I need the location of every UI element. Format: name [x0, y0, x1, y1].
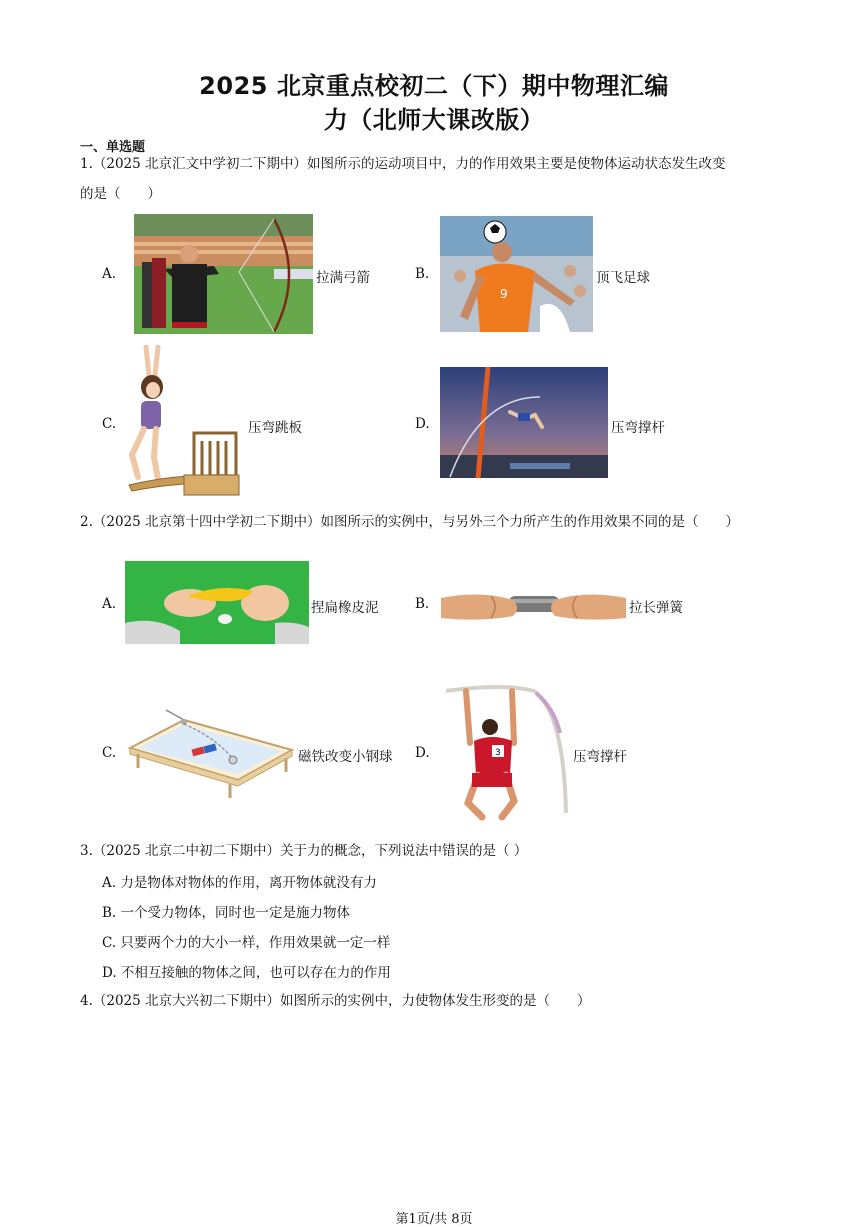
pole-vault-athlete-photo — [444, 683, 571, 823]
q3-choice-d: D. 不相互接触的物体之间，也可以存在力的作用 — [102, 965, 391, 981]
q1-option-c-letter: C. — [102, 416, 117, 432]
q2-option-b-letter: B. — [415, 596, 430, 612]
q3-choice-c: C. 只要两个力的大小一样，作用效果就一定一样 — [102, 935, 391, 951]
q3-choice-a: A. 力是物体对物体的作用，离开物体就没有力 — [102, 875, 377, 891]
q1-option-a-letter: A. — [102, 266, 117, 282]
q2-option-d-caption: 压弯撑杆 — [573, 749, 627, 765]
q1-text-line2: 的是（ ） — [80, 186, 161, 202]
page-footer: 第1页/共 8页 — [395, 1212, 473, 1227]
q4-text: 4.（2025 北京大兴初二下期中）如图所示的实例中，力使物体发生形变的是（ ） — [80, 993, 591, 1009]
q2-option-a-caption: 捏扁橡皮泥 — [311, 600, 379, 616]
q2-option-b-caption: 拉长弹簧 — [629, 600, 683, 616]
doc-title-line2: 力（北师大课改版） — [323, 106, 545, 134]
q2-option-a-letter: A. — [102, 596, 117, 612]
spring-stretch-photo — [441, 582, 626, 630]
q1-text-line1: 1.（2025 北京汇文中学初二下期中）如图所示的运动项目中，力的作用效果主要是使物体运动状态发生改变 — [80, 156, 726, 172]
q1-option-a-caption: 拉满弓箭 — [316, 270, 370, 286]
q2-option-c-caption: 磁铁改变小钢球 — [298, 749, 393, 765]
q1-option-c-caption: 压弯跳板 — [248, 420, 302, 436]
q2-option-c-letter: C. — [102, 745, 117, 761]
q1-option-b-caption: 顶飞足球 — [596, 270, 650, 286]
q3-choice-b: B. 一个受力物体，同时也一定是施力物体 — [102, 905, 351, 921]
plasticine-photo — [125, 561, 309, 644]
q3-text: 3.（2025 北京二中初二下期中）关于力的概念，下列说法中错误的是（ ） — [80, 843, 528, 859]
football-header-photo — [440, 216, 593, 332]
q1-option-d-letter: D. — [415, 416, 430, 432]
svg-text:9: 9 — [500, 287, 508, 301]
section-heading: 一、单选题 — [80, 140, 146, 155]
bib-number: 3 — [495, 748, 501, 758]
pole-vault-photo — [440, 367, 608, 478]
archer-photo — [134, 214, 313, 334]
q1-option-b-letter: B. — [415, 266, 430, 282]
q1-option-d-caption: 压弯撑杆 — [611, 420, 665, 436]
q2-text: 2.（2025 北京第十四中学初二下期中）如图所示的实例中，与另外三个力所产生的作用效果不同的是（ ） — [80, 514, 740, 530]
springboard-diver-drawing — [124, 345, 244, 497]
doc-title-line1: 2025 北京重点校初二（下）期中物理汇编 — [199, 72, 669, 100]
magnet-steel-ball-drawing — [126, 708, 294, 800]
q2-option-d-letter: D. — [415, 745, 430, 761]
